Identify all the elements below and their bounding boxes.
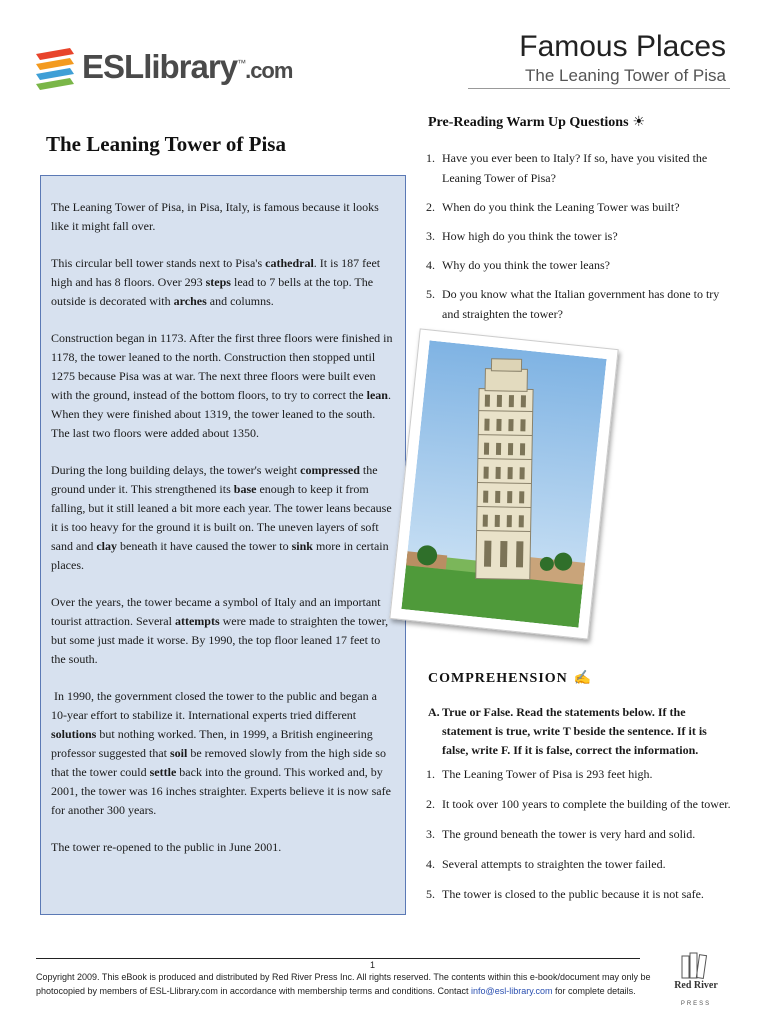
question-text: Do you know what the Italian government has done to try and straighten the tower? <box>442 287 720 321</box>
sun-icon: ☀ <box>632 115 646 130</box>
logo-wordmark <box>82 48 292 86</box>
question-text: Have you ever been to Italy? If so, have you visited the Leaning Tower of Pisa? <box>442 151 708 185</box>
logo-tm: ™ <box>237 58 246 68</box>
list-item <box>426 226 736 246</box>
statement-text: It took over 100 years to complete the building of the tower. <box>442 797 731 811</box>
contact-email-link[interactable]: info@esl-library.com <box>471 986 553 996</box>
statement-text: The Leaning Tower of Pisa is 293 feet high. <box>442 767 653 781</box>
passage-paragraph: In 1990, the government closed the tower to the public and began a 10-year effort to stabilize it. International experts tried different solutions but nothing worked. Then, in 1999, a British engineering professor suggested that soil be removed slowly from the high side so that the tower could settle back into the ground. This worked and, by 2001, the tower was 16 inches straighter. Experts believe it is now safe for another 300 years. <box>51 689 391 817</box>
list-item <box>426 854 736 874</box>
list-item <box>426 884 736 904</box>
list-item <box>426 255 736 275</box>
list-item <box>426 824 736 844</box>
statement-text: Several attempts to straighten the tower failed. <box>442 857 666 871</box>
item-number: 1. <box>426 767 435 781</box>
list-item <box>426 197 736 217</box>
logo-esl: ESL <box>82 48 144 85</box>
true-false-list <box>426 764 736 914</box>
red-river-press-logo <box>668 950 724 1010</box>
lesson-subtitle: The Leaning Tower of Pisa <box>525 66 726 85</box>
item-number: 3. <box>426 229 435 243</box>
books-logo-icon <box>668 950 724 980</box>
item-number: 4. <box>426 258 435 272</box>
passage-paragraph: The Leaning Tower of Pisa, in Pisa, Italy, is famous because it looks like it might fall over. <box>51 200 379 233</box>
warmup-question-list <box>426 148 736 333</box>
question-text: How high do you think the tower is? <box>442 229 618 243</box>
item-number: 2. <box>426 797 435 811</box>
comprehension-instructions <box>428 703 734 760</box>
logo-dotcom: .com <box>245 58 293 83</box>
list-item <box>426 764 736 784</box>
header-divider <box>468 88 730 89</box>
leaning-tower-icon <box>401 340 606 627</box>
list-item <box>426 148 736 188</box>
item-number: 3. <box>426 827 435 841</box>
warmup-heading <box>428 114 645 131</box>
series-title: Famous Places <box>519 30 726 63</box>
item-number: 2. <box>426 200 435 214</box>
statement-text: The ground beneath the tower is very hard and solid. <box>442 827 696 841</box>
publisher-press: PRESS <box>680 1001 712 1007</box>
copyright-notice <box>36 970 656 998</box>
tower-photo <box>389 328 618 639</box>
logo-library: library <box>143 48 238 85</box>
item-number: 5. <box>426 287 435 301</box>
publisher-name: Red River <box>674 980 718 991</box>
page-number: 1 <box>370 960 376 970</box>
instruction-text: True or False. Read the statements below. If the statement is true, write T beside the sentence. If it is false, write F. If it is false, correct the information. <box>442 705 707 757</box>
question-text: Why do you think the tower leans? <box>442 258 610 272</box>
item-number: 5. <box>426 887 435 901</box>
passage-paragraph: This circular bell tower stands next to Pisa's cathedral. It is 187 feet high and has 8 floors. Over 293 steps lead to 7 bells at the top. The outside is decorated with arches and columns. <box>51 256 381 308</box>
footer-divider <box>36 958 640 959</box>
passage-paragraph: Construction began in 1173. After the first three floors were finished in 1178, the tower leaned to the north. Construction then stopped until 1275 because Pisa was at war. The next three floors were built even with the ground, instead of the bottom floors, to try to correct the lean. When they were finished about 1319, the tower leaned to the south. The last two floors were added about 1350. <box>51 331 393 440</box>
passage-paragraph: During the long building delays, the tower's weight compressed the ground under it. This strengthened its base enough to keep it from falling, but it still leaned a bit more each year. The tower leans because it is too heavy for the ground it is built on. The uneven layers of soft sand and clay beneath it have caused the tower to sink more in certain places. <box>51 463 392 572</box>
item-number: 1. <box>426 151 435 165</box>
esl-library-logo <box>34 44 293 94</box>
statement-text: The tower is closed to the public because it is not safe. <box>442 887 704 901</box>
item-number: A. <box>428 705 440 719</box>
copyright-text-end: for complete details. <box>552 986 636 996</box>
item-number: 4. <box>426 857 435 871</box>
passage-paragraph: The tower re-opened to the public in June 2001. <box>51 840 282 854</box>
tower-illustration <box>401 340 606 627</box>
list-item <box>426 284 736 324</box>
book-stack-logo-icon <box>34 46 76 90</box>
comprehension-heading <box>428 670 592 687</box>
copyright-text: Copyright 2009. This eBook is produced and distributed by Red River Press Inc. All rights reserved. The contents within this e-book/document may only be photocopied by members of ESL-Llibrary.com in accordance with membership terms and conditions. Contact <box>36 972 651 996</box>
pencil-icon: ✍ <box>573 671 593 686</box>
list-item <box>426 794 736 814</box>
passage-paragraph: Over the years, the tower became a symbol of Italy and an important tourist attraction. Several attempts were made to straighten the tower, but some just made it worse. By 1990, the top floor leaned 17 feet to the south. <box>51 595 389 666</box>
article-title: The Leaning Tower of Pisa <box>46 132 286 156</box>
reading-passage-box <box>40 175 406 915</box>
comprehension-heading-text: COMPREHENSION <box>428 671 568 686</box>
question-text: When do you think the Leaning Tower was built? <box>442 200 680 214</box>
warmup-heading-text: Pre-Reading Warm Up Questions <box>428 115 629 130</box>
